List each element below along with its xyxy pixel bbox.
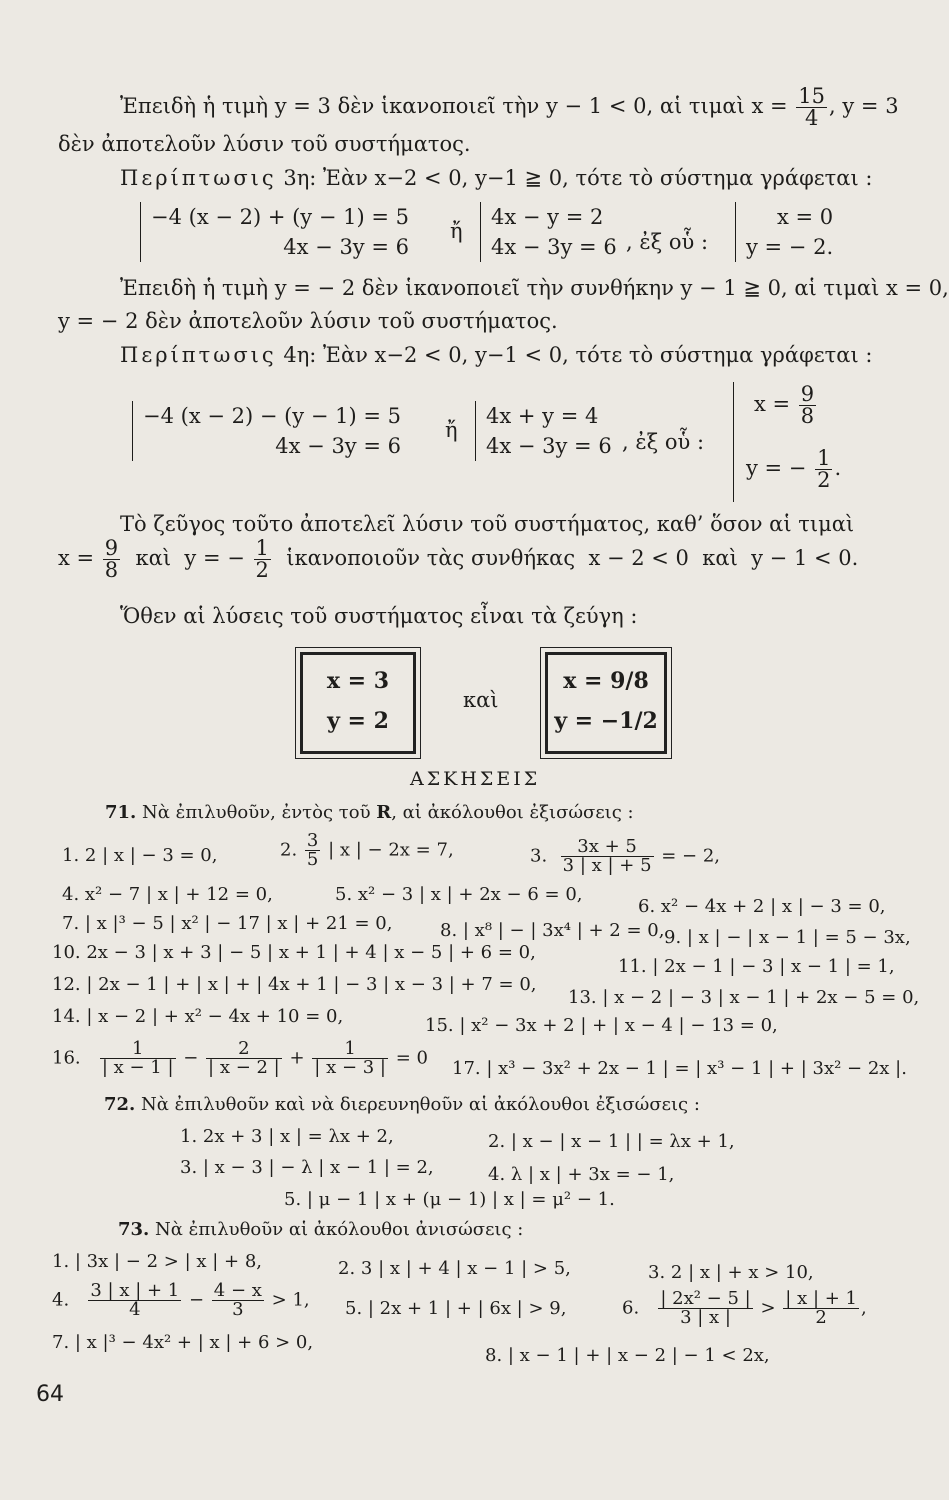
case4-system-2: 4x + y = 4 4x − 3y = 6	[475, 401, 612, 461]
case4-exou: , ἐξ οὗ :	[622, 430, 705, 454]
ex71-item-10: 10. 2x − 3 | x + 3 | − 5 | x + 1 | + 4 | x − 5 | + 6 = 0,	[52, 942, 536, 963]
ex71-item-12: 12. | 2x − 1 | + | x | + | 4x + 1 | − 3 | x − 3 | + 7 = 0,	[52, 974, 537, 995]
solution-box-2: x = 9/8 y = −1/2	[545, 652, 667, 754]
ex71-item-6: 6. x² − 4x + 2 | x | − 3 = 0,	[638, 896, 886, 917]
boxes-kai: καὶ	[463, 688, 499, 712]
case3-heading: Περίπτωσις 3η: Ἐὰν x−2 < 0, y−1 ≧ 0, τότε τὸ σύστημα γράφεται :	[120, 166, 873, 190]
ex71-item-1: 1. 2 | x | − 3 = 0,	[62, 845, 218, 866]
case3-solution: x = 0 y = − 2.	[735, 202, 833, 262]
ex71-item-9: 9. | x | − | x − 1 | = 5 − 3x,	[664, 927, 911, 948]
text: , y = 3	[829, 94, 899, 118]
case4-eta: ἤ	[445, 418, 458, 442]
ex72-item-2: 2. | x − | x − 1 | | = λx + 1,	[488, 1131, 735, 1152]
ex73-item-5: 5. | 2x + 1 | + | 6x | > 9,	[345, 1298, 567, 1319]
ex72-intro: 72. Νὰ ἐπιλυθοῦν καὶ νὰ διερευνηθοῦν αἱ ἀκόλουθοι ἐξισώσεις :	[104, 1094, 700, 1115]
case3-after-line1: Ἐπειδὴ ἡ τιμὴ y = − 2 δὲν ἱκανοποιεῖ τὴν συνθήκην y − 1 ≧ 0, αἱ τιμαὶ x = 0,	[120, 276, 949, 300]
ex73-item-8: 8. | x − 1 | + | x − 2 | − 1 < 2x,	[485, 1345, 770, 1366]
page-number: 64	[36, 1382, 64, 1407]
solution-box-1: x = 3 y = 2	[300, 652, 416, 754]
ex72-item-4: 4. λ | x | + 3x = − 1,	[488, 1164, 675, 1185]
ex73-item-7: 7. | x |³ − 4x² + | x | + 6 > 0,	[52, 1332, 314, 1353]
case3-eta: ἤ	[450, 219, 463, 243]
ex72-item-5: 5. | μ − 1 | x + (μ − 1) | x | = μ² − 1.	[284, 1189, 615, 1210]
ex73-item-6: 6. $\frac{\text{| 2x² − 5 |}}{3 | x |}$ > $\frac{| x | + 1}{2}$ ,	[622, 1288, 867, 1328]
ex72-item-3: 3. | x − 3 | − λ | x − 1 | = 2,	[180, 1157, 434, 1178]
ex71-item-17: 17. | x³ − 3x² + 2x − 1 | = | x³ − 1 | + | 3x² − 2x |.	[452, 1058, 907, 1079]
ex71-item-7: 7. | x |³ − 5 | x² | − 17 | x | + 21 = 0,	[62, 913, 393, 934]
ex71-item-8: 8. | x⁸ | − | 3x⁴ | + 2 = 0,	[440, 920, 665, 941]
case4-solution	[733, 382, 864, 502]
case3-system-2: 4x − y = 2 4x − 3y = 6	[480, 202, 617, 262]
case4-system-1: −4 (x − 2) − (y − 1) = 5 4x − 3y = 6	[132, 401, 401, 461]
para1-line1	[120, 86, 899, 129]
ex71-item-13: 13. | x − 2 | − 3 | x − 1 | + 2x − 5 = 0,	[568, 987, 920, 1008]
ex71-item-5: 5. x² − 3 | x | + 2x − 6 = 0,	[335, 884, 583, 905]
fraction: $\frac{15}{4}$	[798, 84, 826, 130]
ex73-item-4: 4. $\frac{3 | x | + 1}{4}$ − $\frac{4 - x}{3}$ > 1,	[52, 1280, 310, 1320]
pair-line2: x = $\frac{9}{8}$ καὶ y = − $\frac{1}{2}$ ἱκανοποιοῦν τὰς συνθήκας x − 2 < 0 καὶ y − 1 < 0.	[58, 536, 859, 582]
case4-solution-x: x = $\frac{9}{8}$	[754, 382, 815, 428]
ex71-item-4: 4. x² − 7 | x | + 12 = 0,	[62, 884, 273, 905]
ex71-intro: 71. Νὰ ἐπιλυθοῦν, ἐντὸς τοῦ R, αἱ ἀκόλουθοι ἐξισώσεις :	[105, 802, 634, 823]
para1-line2: δὲν ἀποτελοῦν λύσιν τοῦ συστήματος.	[58, 132, 471, 156]
pair-line1: Τὸ ζεῦγος τοῦτο ἀποτελεῖ λύσιν τοῦ συστήματος, καθ’ ὅσον αἱ τιμαὶ	[120, 512, 855, 536]
case4-heading: Περίπτωσις 4η: Ἐὰν x−2 < 0, y−1 < 0, τότε τὸ σύστημα γράφεται :	[120, 343, 873, 367]
ex73-intro: 73. Νὰ ἐπιλυθοῦν αἱ ἀκόλουθοι ἀνισώσεις :	[118, 1219, 524, 1240]
pair-line3: Ὅθεν αἱ λύσεις τοῦ συστήματος εἶναι τὰ ζεύγη :	[120, 604, 638, 628]
ex73-item-1: 1. | 3x | − 2 > | x | + 8,	[52, 1251, 262, 1272]
ex71-item-14: 14. | x − 2 | + x² − 4x + 10 = 0,	[52, 1006, 344, 1027]
ex73-item-3: 3. 2 | x | + x > 10,	[648, 1262, 814, 1283]
ex71-item-11: 11. | 2x − 1 | − 3 | x − 1 | = 1,	[618, 956, 895, 977]
ex71-item-2: 2. $\frac{3}{5}$ | x | − 2x = 7,	[280, 830, 454, 870]
ex71-item-16: 16. $\frac{1}{| x - 1 |}$ − $\frac{2}{| x - 2 |}$ + $\frac{1}{| x - 3 |}$ = 0	[52, 1038, 428, 1078]
case4-solution-y: y = − $\frac{1}{2}$ .	[746, 446, 842, 492]
ex73-item-2: 2. 3 | x | + 4 | x − 1 | > 5,	[338, 1258, 571, 1279]
exercises-title: ΑΣΚΗΣΕΙΣ	[410, 768, 541, 790]
case3-exou: , ἐξ οὗ :	[626, 230, 709, 254]
ex71-item-15: 15. | x² − 3x + 2 | + | x − 4 | − 13 = 0,	[425, 1015, 778, 1036]
ex71-item-3: 3. $\frac{3x + 5}{3 | x | + 5}$ = − 2,	[530, 836, 721, 876]
text: Ἐπειδὴ ἡ τιμὴ y = 3 δὲν ἱκανοποιεῖ τὴν y − 1 < 0, αἱ τιμαὶ x =	[120, 94, 795, 118]
case3-system-1: −4 (x − 2) + (y − 1) = 5 4x − 3y = 6	[140, 202, 409, 262]
case3-after-line2: y = − 2 δὲν ἀποτελοῦν λύσιν τοῦ συστήματος.	[58, 309, 558, 333]
ex72-item-1: 1. 2x + 3 | x | = λx + 2,	[180, 1126, 394, 1147]
